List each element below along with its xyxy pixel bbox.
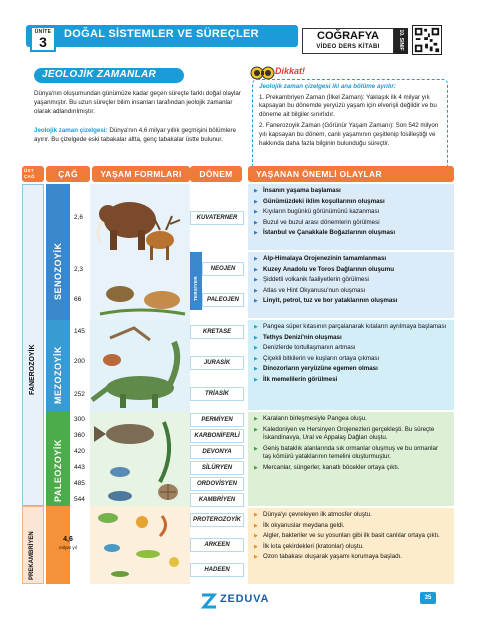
period-kretase: KRETASE xyxy=(190,325,244,339)
period-proterozoyik: PROTEROZOYİK xyxy=(190,513,244,527)
subject-box xyxy=(302,28,394,54)
age-number: 66 xyxy=(74,296,82,303)
dikkat-box xyxy=(252,79,448,175)
age-number: 544 xyxy=(74,496,85,503)
period-kuvaterner: KUVATERNER xyxy=(190,211,244,225)
prekambriyen-age-value: 4,6 xyxy=(63,536,73,543)
list-item: ▶ Çiçekli bitkilerin ve kuşların ortaya çıkması xyxy=(254,355,448,364)
intro-paragraph: Dünya'nın oluşumundan günümüze kadar geçen süreçte farklı doğal olaylar yaşanmıştır. Bu uzun süreçler bilim insanları tarafından jeolojik zamanlar olarak adlandırılmıştır. xyxy=(34,90,241,116)
dikkat-fanerozoyik: 2. Fanerozoyik Zaman (Görünür Yaşam Zamanı): Son 542 milyon yılı kapsayan bu dönem, canlı yaşamının çeşitlenip fosilleştiği ve hakkında daha fazla bilginin bulunduğu süreçtir. xyxy=(259,122,439,147)
age-number: 443 xyxy=(74,464,85,471)
list-item: ▶ İlk memelilerin görülmesi xyxy=(254,376,448,385)
events-paleozoyik xyxy=(248,412,454,506)
age-number: 485 xyxy=(74,480,85,487)
period-ordovisyen: ORDOVİSYEN xyxy=(190,477,244,491)
binoculars-icon xyxy=(250,65,276,80)
dinosaur-illustration xyxy=(90,320,190,412)
period-karbonifer: KARBONİFERLİ xyxy=(190,429,244,443)
prekambriyen-age xyxy=(48,536,88,552)
col-yasam-formlari: YAŞAM FORMLARI xyxy=(92,166,190,182)
list-item: ▶ İlk kıta çekirdekleri (kratonlar) oluştu. xyxy=(254,543,448,552)
page-number: 35 xyxy=(420,592,436,604)
timeline-term: Jeolojik zaman çizelgesi: xyxy=(34,127,108,134)
era-senozoyik-label: SENOZOYİK xyxy=(53,242,63,300)
dikkat-prekambriyen: 1. Prekambriyen Zaman (İlkel Zaman): Yaklaşık ilk 4 milyar yılı kapsayan bu dönemde yeryüzü yaşam için elverişli değildir ve bu döneme ait bilgiler sınırlıdır. xyxy=(259,93,437,118)
unit-title: DOĞAL SİSTEMLER VE SÜREÇLER xyxy=(64,28,259,40)
col-cag: ÇAĞ xyxy=(46,166,90,182)
grade-text: 10. SINIF xyxy=(398,29,404,51)
list-item: ▶ Mercanlar, süngerler, kanatlı böcekler ortaya çıktı. xyxy=(254,464,448,473)
list-item: ▶ Pangea süper kıtasının parçalanarak kıtaların ayrılmaya başlaması xyxy=(254,323,448,332)
subject-subtitle: VİDEO DERS KİTABI xyxy=(316,44,380,50)
period-kambriyen: KAMBRİYEN xyxy=(190,493,244,507)
brand-name: ZEDUVA xyxy=(220,593,270,605)
events-tersiyer xyxy=(248,252,454,318)
list-item: ▶ Alp-Himalaya Orojenezinin tamamlanması xyxy=(254,255,448,264)
list-item: ▶ Atlas ve Hint Okyanusu'nun oluşması xyxy=(254,287,448,296)
section-title: JEOLOJİK ZAMANLAR xyxy=(42,69,156,80)
age-number: 2,3 xyxy=(74,266,84,273)
unit-number: 3 xyxy=(39,34,47,50)
age-number: 360 xyxy=(74,432,85,439)
timeline-definition xyxy=(34,126,244,144)
col-ust-cag: ÜST ÇAĞ xyxy=(22,166,44,182)
era-mezozoyik-label: MEZOZOYİK xyxy=(53,346,63,404)
list-item: ▶ Kuzey Anadolu ve Toros Dağlarının oluşumu xyxy=(254,266,448,275)
period-neojen: NEOJEN xyxy=(202,262,244,276)
list-item: ▶ Algler, bakteriler ve su yosunları gibi ilk basit canlılar ortaya çıktı. xyxy=(254,532,448,541)
list-item: ▶ İlk okyanuslar meydana geldi. xyxy=(254,522,448,531)
list-item: ▶ Denizlerde tortullaşmanın artması xyxy=(254,344,448,353)
tersiyer-label: TERSİYER xyxy=(193,276,198,301)
list-item: ▶ Geniş bataklık alanlarında sık ormanlar oluşmuş ve bu ormanlar taş kömürü yataklarının temelini oluşturmuştur. xyxy=(254,445,448,462)
events-mezozoyik xyxy=(248,320,454,410)
life-forms-senozoyik xyxy=(90,184,190,320)
list-item: ▶ Buzul ve buzul arası dönemlerin görülmesi xyxy=(254,219,448,228)
unit-word: ÜNİTE xyxy=(34,29,52,35)
period-paleojen: PALEOJEN xyxy=(202,293,244,307)
list-item: ▶ Günümüzdeki iklim koşullarının oluşması xyxy=(254,198,448,207)
label-prekambriyen: PREKAMBRİYEN xyxy=(29,531,35,580)
events-prekambriyen xyxy=(248,508,454,584)
list-item: ▶ İnsanın yaşama başlaması xyxy=(254,187,448,196)
list-item: ▶ Dünya'yı çevreleyen ilk atmosfer oluştu. xyxy=(254,511,448,520)
list-item: ▶ Dinozorların yeryüzüne egemen olması xyxy=(254,365,448,374)
age-number: 300 xyxy=(74,416,85,423)
list-item: ▶ Şiddetli volkanik faaliyetlerin görülmesi xyxy=(254,276,448,285)
age-number: 420 xyxy=(74,448,85,455)
life-forms-mezozoyik xyxy=(90,320,190,412)
age-number: 252 xyxy=(74,391,85,398)
col-onemli-olaylar: YAŞANAN ÖNEMLİ OLAYLAR xyxy=(248,166,454,182)
period-hadeen: HADEEN xyxy=(190,563,244,577)
age-number: 200 xyxy=(74,358,85,365)
list-item: ▶ İstanbul ve Çanakkale Boğazlarının oluşması xyxy=(254,229,448,238)
period-devonya: DEVONYA xyxy=(190,445,244,459)
label-fanerozoyik: FANEROZOYİK xyxy=(29,344,36,395)
age-number: 145 xyxy=(74,328,85,335)
timeline-definition-text: Dünya'nın 4,6 milyar yıllık geçmişini bölümlere ayırır. Bu çizelgede eski tabakalar altta, genç tabakalar üstte bulunur. xyxy=(34,127,237,144)
life-forms-paleozoyik xyxy=(90,412,190,506)
list-item: ▶ Linyit, petrol, tuz ve bor yataklarının oluşması xyxy=(254,297,448,306)
list-item: ▶ Tethys Denizi'nin oluşması xyxy=(254,334,448,343)
period-permiyen: PERMİYEN xyxy=(190,413,244,427)
fish-trilobite-illustration xyxy=(90,412,190,506)
list-item: ▶ Kıyıların bugünkü görünümünü kazanması xyxy=(254,208,448,217)
period-triasik: TRİASİK xyxy=(190,387,244,401)
list-item: ▶ Ozon tabakası oluşarak yaşamı korumaya başladı. xyxy=(254,553,448,562)
subject-title: COĞRAFYA xyxy=(317,30,379,42)
bacteria-illustration xyxy=(90,506,190,584)
grade-badge xyxy=(394,28,408,54)
events-kuvaterner xyxy=(248,184,454,250)
page-header xyxy=(0,0,480,56)
dikkat-label: Dikkat! xyxy=(275,66,306,76)
dikkat-heading: Jeolojik zaman çizelgesi iki ana bölüme ayrılır: xyxy=(259,83,396,90)
prekambriyen-age-unit: milyar yıl xyxy=(59,545,77,550)
col-donem: DÖNEM xyxy=(190,166,242,182)
period-silur: SİLÜRYEN xyxy=(190,461,244,475)
period-jurasik: JURASİK xyxy=(190,356,244,370)
list-item: ▶ Kaledoniyen ve Hersinyen Orojenezleri gerçekleşti. Bu süreçte İskandinavya, Ural ve Appalaş Dağları oluştu. xyxy=(254,426,448,443)
age-number: 2,6 xyxy=(74,214,84,221)
life-forms-prekambriyen xyxy=(90,506,190,584)
period-arkeen: ARKEEN xyxy=(190,538,244,552)
mammoth-deer-illustration xyxy=(90,184,190,320)
era-paleozoyik-label: PALEOZOYİK xyxy=(53,439,63,502)
qr-code-icon[interactable] xyxy=(412,25,442,55)
unit-badge xyxy=(30,26,56,52)
list-item: ▶ Karaların birleşmesiyle Pangea oluşu. xyxy=(254,415,448,424)
